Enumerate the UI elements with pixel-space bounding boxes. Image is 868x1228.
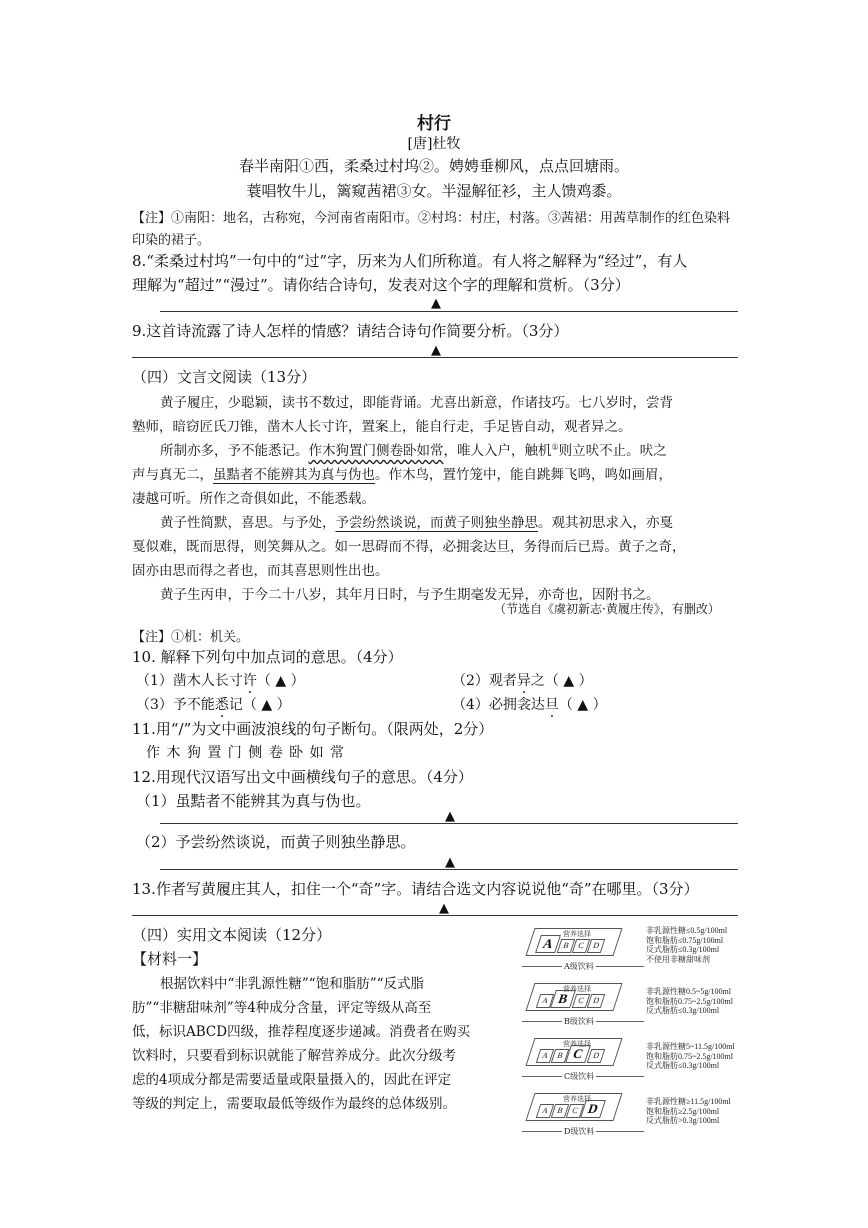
poem-note-line-1: 【注】①南阳：地名，古称宛，今河南省南阳市。②村坞：村庄，村落。③茜裙：用茜草制作的红色染料: [132, 211, 731, 226]
spec-line: 非乳源性糖0.5~5g/100ml: [646, 987, 731, 996]
grade-letter-cell: A: [536, 1104, 555, 1118]
q10-item-1-pre: （1）凿木人长寸: [136, 673, 243, 689]
grade-specs: [646, 1097, 731, 1126]
classical-p3-line-1: [160, 511, 673, 531]
q10-item-2-pre: （2）观者: [452, 673, 517, 689]
grade-letter-cell: D: [587, 994, 606, 1008]
classical-p3-line-2: 戛似难，既而思得，则笑舞从之。如一思碍而不得，必拥衾达旦，务得而后已焉。黄子之奇，: [132, 539, 686, 555]
poem-title: 村行: [417, 114, 451, 134]
practical-material-label: 【材料一】: [132, 950, 208, 968]
q9-answer-mark: ▲: [431, 343, 441, 358]
grade-letter-cell: C: [572, 994, 591, 1008]
poem-note-line-2: 印染的裙子。: [132, 233, 211, 248]
q10-item-3[interactable]: [136, 694, 291, 714]
classical-p1-line-2: 塾师，暗窃匠氏刀锥，凿木人长寸许，置案上，能自行走，手足皆自动，观者异之。: [132, 419, 632, 435]
q11-sentence[interactable]: 作 木 狗 置 门 侧 卷 卧 如 常: [146, 745, 346, 761]
classical-note: 【注】①机：机关。: [132, 630, 250, 645]
practical-line-1: 根据饮料中“非乳源性糖”“饱和脂肪”“反式脂: [160, 976, 425, 992]
grade-cells: [538, 991, 604, 1007]
q12-sub-2-answer-mark: ▲: [445, 855, 455, 870]
q10-item-1-post: （ ▲ ）: [256, 673, 305, 689]
q10-item-2[interactable]: [452, 670, 593, 690]
grade-letter-cell: A: [535, 935, 561, 953]
classical-p1-line-1: 黄子履庄，少聪颖，读书不数过，即能背诵。尤喜出新意，作诸技巧。七八岁时，尝背: [160, 395, 673, 411]
classical-source: （节选自《虞初新志·黄履庄传》，有删改）: [494, 602, 720, 616]
q9-text: 9.这首诗流露了诗人怎样的情感？请结合诗句作简要分析。（3分）: [132, 322, 569, 340]
q10-item-3-pre: （3）予不能: [136, 697, 215, 713]
grade-label: A级饮料: [564, 962, 594, 971]
poem-line-2: 蓑唱牧牛儿，篱窥茜裙③女。半湿解征衫，主人馈鸡黍。: [246, 182, 622, 200]
classical-p3-line-3: 固亦由思而得之者也，而其喜思则性出也。: [132, 563, 389, 579]
classical-p2-line-2-a: 声与真无二，: [132, 467, 213, 483]
grade-specs: [646, 987, 733, 1016]
wavy-underlined-sentence: 作木狗置门侧卷卧如常: [308, 443, 444, 459]
grade-label: B级饮料: [564, 1017, 594, 1026]
q10-item-4-dotted-word: 旦: [544, 697, 559, 713]
practical-line-6: 等级的判定上，需要取最低等级作为最终的总体级别。: [132, 1096, 456, 1112]
q13-answer-mark: ▲: [439, 901, 449, 916]
q8-line-2: 理解为“超过”“漫过”。请你结合诗句，发表对这个字的理解和赏析。（3分）: [132, 276, 630, 294]
spec-line: 非乳源性糖≤0.5g/100ml: [646, 926, 728, 935]
grade-row-a: [522, 926, 770, 980]
grade-cells: [538, 936, 604, 952]
grade-letter-cell: B: [551, 1104, 570, 1118]
q9-answer-line[interactable]: [132, 357, 738, 358]
q10-item-4-pre: （4）必拥衾达: [452, 697, 545, 713]
classical-p3-line-1-b: 。观其初思求入，亦戛: [538, 515, 673, 531]
practical-line-3: 低，标识ABCD四级，推荐程度逐步递减。消费者在购买: [132, 1024, 471, 1040]
grade-letter-cell: C: [566, 1104, 585, 1118]
q12-sub-2-answer-line[interactable]: [160, 869, 738, 870]
underlined-sentence-1: 虽黠者不能辨其为真与伪也: [213, 467, 375, 483]
classical-p2-line-1-c: 则立吠不止。吠之: [558, 443, 667, 459]
practical-line-4: 饮料时，只要看到标识就能了解营养成分。此次分级考: [132, 1048, 456, 1064]
classical-p2-line-3: 凄越可听。所作之奇俱如此，不能悉载。: [132, 491, 375, 507]
spec-line: 不使用非糖甜味剂: [646, 954, 710, 964]
grade-row-c: [522, 1036, 770, 1090]
grade-letter-cell: A: [536, 994, 555, 1008]
practical-line-5: 虑的4项成分都是需要适量或限量摄入的，因此在评定: [132, 1072, 452, 1088]
nutrition-grade-figure: [522, 926, 770, 1138]
classical-p2-line-2: [132, 463, 672, 483]
spec-line: 饱和脂肪≥2.5g/100ml: [646, 1106, 720, 1116]
grade-letter-cell: D: [587, 1049, 606, 1063]
footnote-marker: ①: [551, 442, 559, 452]
grade-letter-cell: B: [557, 939, 576, 953]
poem-author: [唐]杜牧: [407, 136, 461, 152]
q10-item-3-post: 记（ ▲ ）: [228, 697, 291, 713]
grade-letter-cell: C: [572, 939, 591, 953]
q10-item-1[interactable]: [136, 670, 305, 690]
spec-line: 反式脂肪≤0.3g/100ml: [646, 945, 720, 954]
grade-badge-header: 营养选择: [563, 1040, 591, 1048]
practical-heading: （四）实用文本阅读（12分）: [132, 926, 332, 944]
classical-p2-line-1-a: 所制亦多，予不能悉记。: [160, 443, 309, 459]
q11-stem: 11.用“/”为文中画波浪线的句子断句。（限两处，2分）: [132, 720, 494, 738]
q10-item-4[interactable]: [452, 694, 607, 714]
grade-label: D级饮料: [564, 1127, 595, 1136]
grade-letter-cell: D: [580, 1100, 606, 1118]
spec-line: 非乳源性糖≥11.5g/100ml: [646, 1097, 731, 1106]
grade-badge-header: 营养选择: [563, 1095, 591, 1103]
grade-letter-cell: B: [551, 1049, 570, 1063]
classical-p3-line-1-a: 黄子性简默，喜思。与予处，: [160, 515, 336, 531]
grade-cells: [538, 1046, 604, 1062]
spec-line: 非乳源性糖5~11.5g/100ml: [646, 1042, 735, 1051]
spec-line: 反式脂肪≤0.3g/100ml: [646, 1006, 720, 1015]
q12-sub-1: （1）虽黠者不能辨其为真与伪也。: [136, 792, 371, 810]
grade-label: C级饮料: [564, 1072, 595, 1081]
classical-p4-line-1: 黄子生丙申，于今二十八岁，其年月日时，与予生期毫发无异，亦奇也，因附书之。: [160, 587, 660, 603]
grade-letter-cell: D: [587, 939, 606, 953]
spec-line: 饱和脂肪0.75~2.5g/100ml: [646, 1051, 733, 1061]
q12-sub-1-answer-line[interactable]: [160, 823, 738, 824]
grade-badge-header: 营养选择: [563, 930, 591, 938]
grade-letter-cell: A: [536, 1049, 555, 1063]
classical-heading: （四）文言文阅读（13分）: [132, 368, 317, 386]
grade-cells: [538, 1101, 604, 1117]
q13-answer-line[interactable]: [132, 915, 738, 916]
q12-sub-1-answer-mark: ▲: [445, 809, 455, 824]
q13-text: 13.作者写黄履庄其人，扣住一个“奇”字。请结合选文内容说说他“奇”在哪里。（3分）: [132, 880, 699, 898]
q8-answer-line[interactable]: [160, 311, 738, 312]
grade-letter-cell: B: [550, 990, 576, 1008]
grade-row-b: [522, 981, 770, 1035]
practical-line-2: 肪”“非糖甜味剂”等4种成分含量，评定等级从高至: [132, 1000, 432, 1016]
q10-item-2-dotted-word: 异: [516, 673, 531, 689]
spec-line: 饱和脂肪0.75~2.5g/100ml: [646, 996, 733, 1006]
q10-item-3-dotted-word: 悉: [214, 697, 229, 713]
q10-item-1-dotted-word: 许: [242, 673, 257, 689]
classical-p2-line-1: [160, 439, 667, 459]
grade-specs: [646, 926, 727, 964]
q10-stem: 10. 解释下列句中加点词的意思。（4分）: [132, 648, 403, 666]
underlined-sentence-2: 予尝纷然谈说，而黄子则独坐静思: [335, 515, 538, 531]
q12-stem: 12.用现代汉语写出文中画横线句子的意思。（4分）: [132, 768, 473, 786]
classical-p2-line-1-b: ，唯人入户，触机: [443, 443, 552, 459]
q8-answer-mark: ▲: [431, 296, 441, 311]
grade-letter-cell: C: [565, 1045, 591, 1063]
poem-line-1: 春半南阳①西，柔桑过村坞②。娉娉垂柳风，点点回塘雨。: [238, 157, 629, 175]
spec-line: 饱和脂肪≤0.75g/100ml: [646, 935, 724, 945]
q10-item-4-post: （ ▲ ）: [558, 697, 607, 713]
q10-item-2-post: 之（ ▲ ）: [530, 673, 593, 689]
grade-specs: [646, 1042, 735, 1071]
spec-line: 反式脂肪>0.3g/100ml: [646, 1116, 720, 1125]
classical-p2-line-2-b: 。作木鸟，置竹笼中，能自跳舞飞鸣，鸣如画眉，: [375, 467, 672, 483]
spec-line: 反式脂肪≤0.3g/100ml: [646, 1061, 720, 1070]
grade-badge-header: 营养选择: [563, 985, 591, 993]
q12-sub-2: （2）予尝纷然谈说，而黄子则独坐静思。: [136, 833, 416, 851]
grade-row-d: [522, 1091, 770, 1145]
q8-line-1: 8.“柔桑过村坞”一句中的“过”字，历来为人们所称道。有人将之解释为“经过”，有人: [132, 252, 688, 270]
